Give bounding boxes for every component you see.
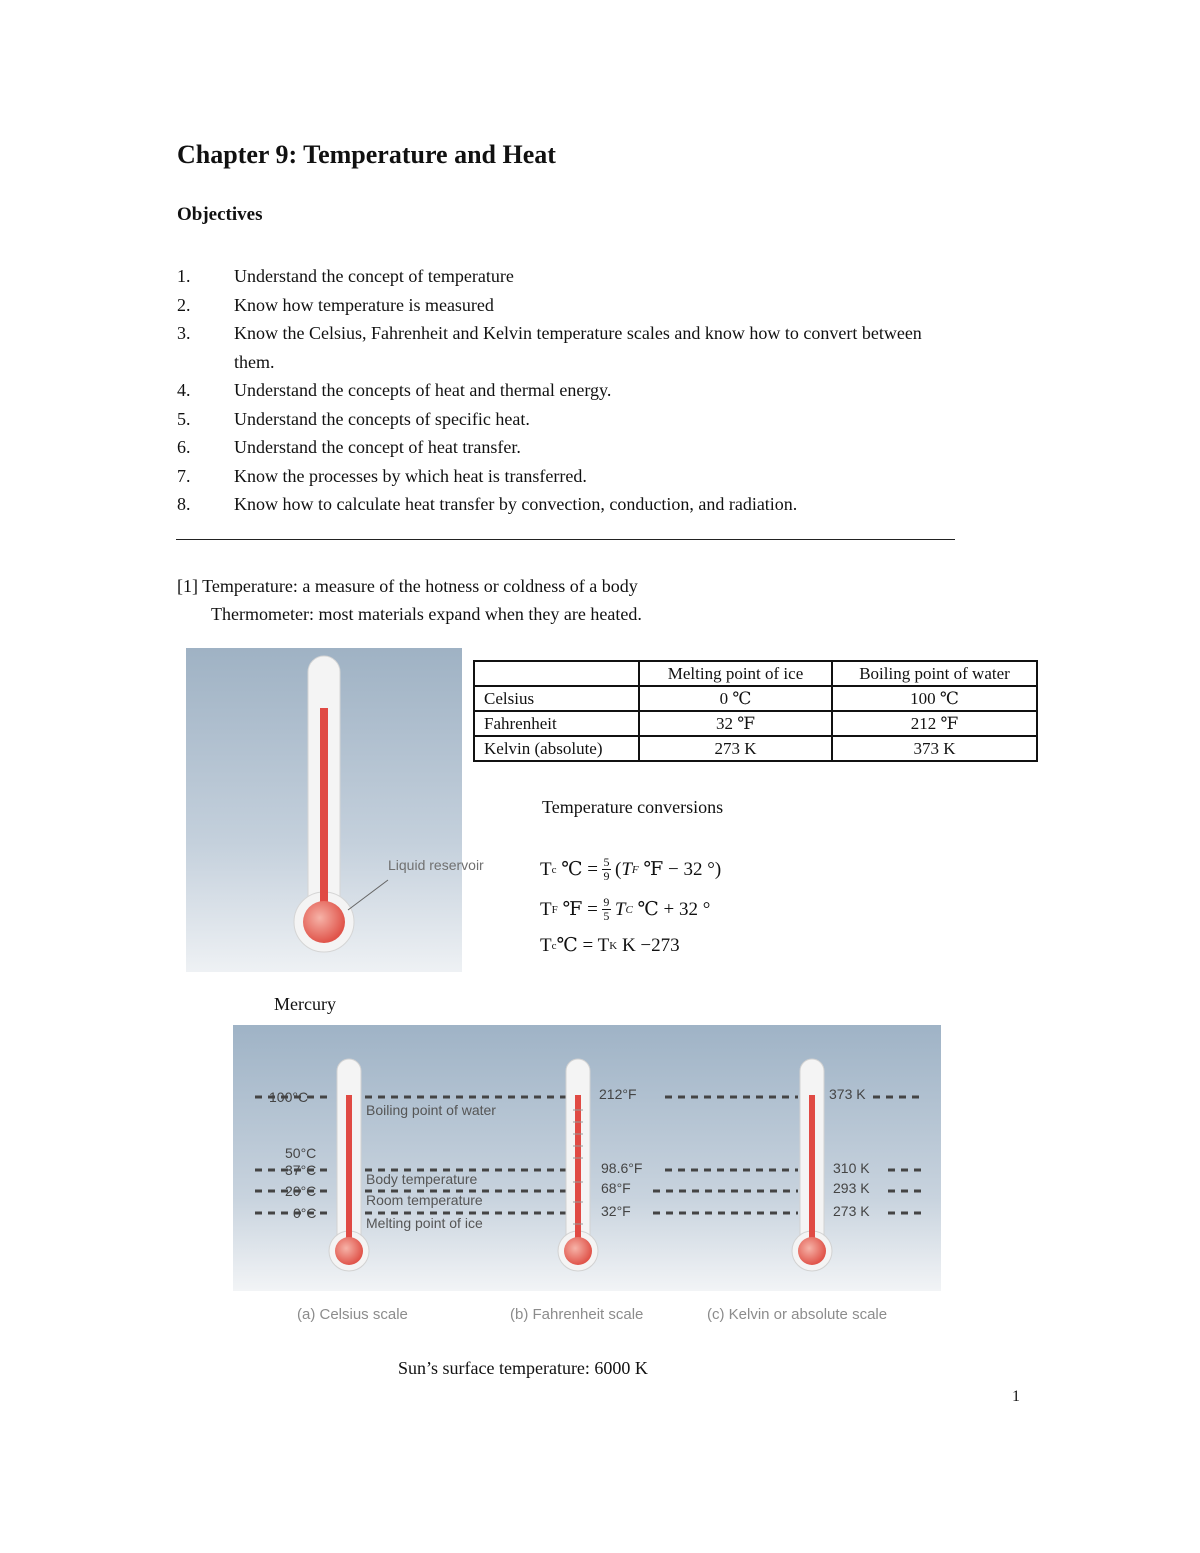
kelvin-310-label: 310 K [833, 1160, 870, 1176]
list-item: 8. Know how to calculate heat transfer by convection, conduction, and radiation. [177, 494, 798, 514]
celsius-20-label: 20°C [285, 1183, 317, 1199]
table-row: Celsius 0 ℃ 100 ℃ [474, 686, 1037, 711]
celsius-37-label: 37°C [285, 1162, 317, 1178]
list-item: 4. Understand the concepts of heat and thermal energy. [177, 380, 612, 400]
formula-k-to-c: T c ℃ = T K K −273 [540, 934, 680, 956]
celsius-100-label: 100°C [269, 1089, 309, 1105]
thermometer-illustration [186, 648, 484, 972]
table-row: Fahrenheit 32 ℉ 212 ℉ [474, 711, 1037, 736]
kelvin-373-label: 373 K [829, 1086, 866, 1102]
table-row: Kelvin (absolute) 273 K 373 K [474, 736, 1037, 761]
list-item: 6. Understand the concept of heat transfer. [177, 437, 521, 457]
thermometer-definition: Thermometer: most materials expand when they are heated. [211, 604, 642, 624]
liquid-reservoir-label: Liquid reservoir [388, 857, 484, 873]
kelvin-273-label: 273 K [833, 1203, 870, 1219]
temperature-scales-illustration [233, 1025, 941, 1291]
celsius-50-label: 50°C [285, 1145, 317, 1161]
temperature-table [473, 660, 1038, 762]
temperature-definition: [1] Temperature: a measure of the hotness or coldness of a body [177, 576, 638, 596]
list-item: 2. Know how temperature is measured [177, 294, 494, 315]
caption-celsius: (a) Celsius scale [297, 1306, 408, 1323]
objectives-list [177, 262, 937, 519]
room-temperature-label: Room temperature [366, 1192, 483, 1208]
list-item: 5. Understand the concepts of specific heat. [177, 408, 530, 429]
boiling-point-label: Boiling point of water [366, 1102, 496, 1118]
page-number: 1 [1012, 1388, 1020, 1405]
table-header-row: Melting point of ice Boiling point of water [474, 661, 1037, 686]
fahrenheit-32-label: 32°F [601, 1203, 631, 1219]
list-item: 3. Know the Celsius, Fahrenheit and Kelvin temperature scales and know how to convert between them. [177, 323, 922, 372]
list-item: 7. Know the processes by which heat is transferred. [177, 465, 587, 486]
formula-f-to-c: T c ℃ = $\frac{5}{9}$ ( T F ℉ − 32 °) [540, 855, 722, 883]
caption-fahrenheit: (b) Fahrenheit scale [510, 1306, 644, 1323]
mercury-label: Mercury [274, 994, 336, 1014]
chapter-title: Chapter 9: Temperature and Heat [177, 140, 556, 169]
formula-c-to-f: T F ℉ = $\frac{9}{5}$ T C ℃ + 32 ° [540, 895, 711, 923]
fahrenheit-68-label: 68°F [601, 1180, 631, 1196]
conversions-title: Temperature conversions [542, 797, 724, 817]
section-divider [176, 539, 955, 540]
list-item: 1. Understand the concept of temperature [177, 266, 514, 286]
fahrenheit-212-label: 212°F [599, 1086, 637, 1102]
kelvin-293-label: 293 K [833, 1180, 870, 1196]
fahrenheit-98-label: 98.6°F [601, 1160, 643, 1176]
celsius-0-label: 0°C [293, 1205, 317, 1221]
objectives-heading: Objectives [177, 204, 263, 225]
body-temperature-label: Body temperature [366, 1171, 478, 1187]
caption-kelvin: (c) Kelvin or absolute scale [707, 1306, 888, 1323]
melting-point-label: Melting point of ice [366, 1215, 483, 1231]
sun-temperature: Sun’s surface temperature: 6000 K [398, 1358, 648, 1378]
